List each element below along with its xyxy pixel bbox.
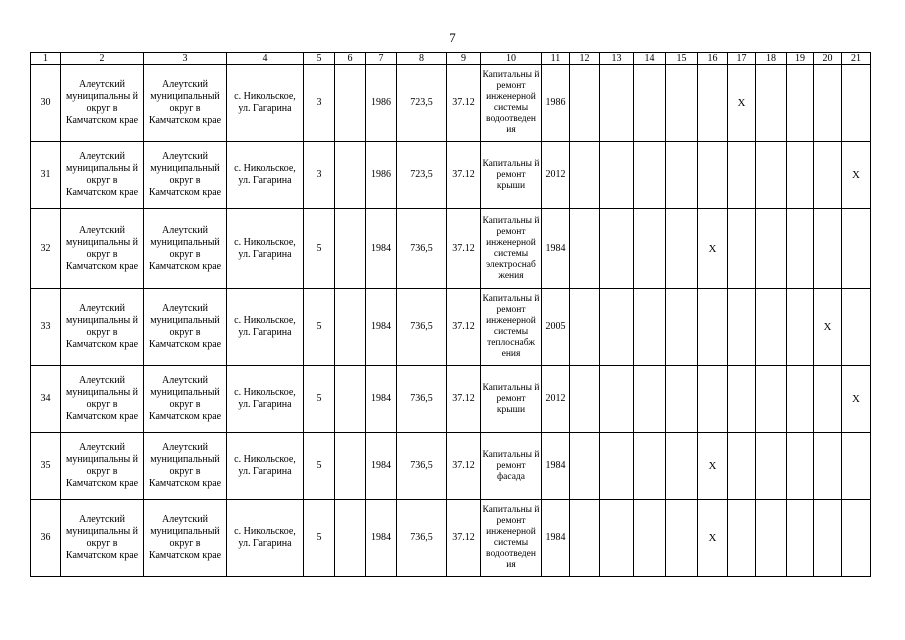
table-row bbox=[31, 142, 871, 209]
cell-col-5: 5 bbox=[304, 366, 335, 433]
empty-cell bbox=[570, 289, 600, 366]
empty-cell bbox=[666, 209, 698, 289]
cell-col-6 bbox=[335, 433, 366, 500]
empty-cell bbox=[787, 500, 814, 577]
empty-cell bbox=[728, 500, 756, 577]
empty-cell bbox=[698, 366, 728, 433]
empty-cell bbox=[787, 209, 814, 289]
cell-col-6 bbox=[335, 209, 366, 289]
empty-cell bbox=[600, 209, 634, 289]
empty-cell bbox=[666, 500, 698, 577]
cell-col-3: Алеутский муниципальный округ в Камчатском крае bbox=[144, 366, 227, 433]
empty-cell bbox=[787, 65, 814, 142]
empty-cell bbox=[728, 433, 756, 500]
column-number: 4 bbox=[227, 53, 304, 65]
cell-col-3: Алеутский муниципальный округ в Камчатском крае bbox=[144, 500, 227, 577]
mark-x: X bbox=[698, 209, 728, 289]
table-row bbox=[31, 65, 871, 142]
data-table bbox=[30, 52, 871, 577]
column-number: 1 bbox=[31, 53, 61, 65]
empty-cell bbox=[698, 142, 728, 209]
empty-cell bbox=[756, 209, 787, 289]
cell-col-1: 33 bbox=[31, 289, 61, 366]
column-number: 18 bbox=[756, 53, 787, 65]
empty-cell bbox=[570, 142, 600, 209]
cell-col-11: 1984 bbox=[542, 500, 570, 577]
column-number: 8 bbox=[397, 53, 447, 65]
empty-cell bbox=[728, 289, 756, 366]
cell-col-4: с. Никольское, ул. Гагарина bbox=[227, 289, 304, 366]
cell-col-9: 37.12 bbox=[447, 500, 481, 577]
empty-cell bbox=[698, 65, 728, 142]
cell-col-7: 1986 bbox=[366, 142, 397, 209]
cell-col-9: 37.12 bbox=[447, 209, 481, 289]
table-row bbox=[31, 500, 871, 577]
cell-col-3: Алеутский муниципальный округ в Камчатском крае bbox=[144, 65, 227, 142]
empty-cell bbox=[570, 500, 600, 577]
empty-cell bbox=[570, 366, 600, 433]
cell-col-8: 723,5 bbox=[397, 142, 447, 209]
empty-cell bbox=[634, 142, 666, 209]
page-number: 7 bbox=[449, 30, 456, 45]
cell-col-11: 2005 bbox=[542, 289, 570, 366]
cell-col-9: 37.12 bbox=[447, 433, 481, 500]
empty-cell bbox=[600, 366, 634, 433]
mark-x: X bbox=[728, 65, 756, 142]
column-number-row bbox=[31, 53, 871, 65]
empty-cell bbox=[814, 433, 842, 500]
column-number: 6 bbox=[335, 53, 366, 65]
cell-col-2: Алеутский муниципальны й округ в Камчатском крае bbox=[61, 65, 144, 142]
empty-cell bbox=[787, 366, 814, 433]
cell-col-5: 5 bbox=[304, 433, 335, 500]
cell-col-2: Алеутский муниципальны й округ в Камчатском крае bbox=[61, 433, 144, 500]
cell-col-6 bbox=[335, 500, 366, 577]
empty-cell bbox=[842, 500, 871, 577]
cell-col-1: 35 bbox=[31, 433, 61, 500]
column-number: 19 bbox=[787, 53, 814, 65]
empty-cell bbox=[600, 500, 634, 577]
empty-cell bbox=[600, 289, 634, 366]
column-number: 16 bbox=[698, 53, 728, 65]
cell-col-2: Алеутский муниципальны й округ в Камчатском крае bbox=[61, 366, 144, 433]
cell-col-9: 37.12 bbox=[447, 366, 481, 433]
cell-col-7: 1986 bbox=[366, 65, 397, 142]
column-number: 11 bbox=[542, 53, 570, 65]
cell-col-4: с. Никольское, ул. Гагарина bbox=[227, 142, 304, 209]
cell-col-3: Алеутский муниципальный округ в Камчатском крае bbox=[144, 209, 227, 289]
mark-x: X bbox=[698, 433, 728, 500]
column-number: 9 bbox=[447, 53, 481, 65]
cell-col-5: 3 bbox=[304, 65, 335, 142]
cell-col-9: 37.12 bbox=[447, 289, 481, 366]
cell-col-11: 1984 bbox=[542, 209, 570, 289]
cell-col-1: 31 bbox=[31, 142, 61, 209]
empty-cell bbox=[728, 142, 756, 209]
cell-col-8: 736,5 bbox=[397, 209, 447, 289]
column-number: 17 bbox=[728, 53, 756, 65]
empty-cell bbox=[814, 366, 842, 433]
empty-cell bbox=[634, 289, 666, 366]
empty-cell bbox=[842, 65, 871, 142]
column-number: 13 bbox=[600, 53, 634, 65]
cell-col-10: Капитальны й ремонт инженерной системы водоотведен ия bbox=[481, 65, 542, 142]
empty-cell bbox=[600, 433, 634, 500]
empty-cell bbox=[666, 433, 698, 500]
empty-cell bbox=[666, 366, 698, 433]
empty-cell bbox=[756, 433, 787, 500]
column-number: 15 bbox=[666, 53, 698, 65]
cell-col-7: 1984 bbox=[366, 289, 397, 366]
empty-cell bbox=[634, 65, 666, 142]
empty-cell bbox=[787, 433, 814, 500]
cell-col-4: с. Никольское, ул. Гагарина bbox=[227, 500, 304, 577]
empty-cell bbox=[814, 500, 842, 577]
cell-col-10: Капитальны й ремонт крыши bbox=[481, 142, 542, 209]
cell-col-3: Алеутский муниципальный округ в Камчатском крае bbox=[144, 433, 227, 500]
mark-x: X bbox=[814, 289, 842, 366]
cell-col-4: с. Никольское, ул. Гагарина bbox=[227, 366, 304, 433]
column-number: 5 bbox=[304, 53, 335, 65]
empty-cell bbox=[634, 500, 666, 577]
cell-col-10: Капитальны й ремонт инженерной системы теплоснабж ения bbox=[481, 289, 542, 366]
empty-cell bbox=[570, 209, 600, 289]
empty-cell bbox=[842, 289, 871, 366]
empty-cell bbox=[666, 65, 698, 142]
cell-col-3: Алеутский муниципальный округ в Камчатском крае bbox=[144, 289, 227, 366]
cell-col-4: с. Никольское, ул. Гагарина bbox=[227, 65, 304, 142]
cell-col-5: 5 bbox=[304, 500, 335, 577]
cell-col-1: 36 bbox=[31, 500, 61, 577]
mark-x: X bbox=[842, 142, 871, 209]
empty-cell bbox=[600, 142, 634, 209]
cell-col-5: 5 bbox=[304, 289, 335, 366]
empty-cell bbox=[666, 289, 698, 366]
cell-col-1: 34 bbox=[31, 366, 61, 433]
cell-col-1: 32 bbox=[31, 209, 61, 289]
cell-col-8: 736,5 bbox=[397, 500, 447, 577]
cell-col-4: с. Никольское, ул. Гагарина bbox=[227, 433, 304, 500]
empty-cell bbox=[600, 65, 634, 142]
cell-col-11: 2012 bbox=[542, 366, 570, 433]
cell-col-2: Алеутский муниципальны й округ в Камчатском крае bbox=[61, 209, 144, 289]
cell-col-8: 736,5 bbox=[397, 366, 447, 433]
cell-col-7: 1984 bbox=[366, 433, 397, 500]
cell-col-2: Алеутский муниципальны й округ в Камчатском крае bbox=[61, 500, 144, 577]
cell-col-6 bbox=[335, 65, 366, 142]
empty-cell bbox=[634, 366, 666, 433]
empty-cell bbox=[756, 142, 787, 209]
cell-col-10: Капитальны й ремонт инженерной системы электроснаб жения bbox=[481, 209, 542, 289]
cell-col-8: 723,5 bbox=[397, 65, 447, 142]
cell-col-6 bbox=[335, 289, 366, 366]
column-number: 3 bbox=[144, 53, 227, 65]
cell-col-2: Алеутский муниципальны й округ в Камчатском крае bbox=[61, 142, 144, 209]
cell-col-10: Капитальны й ремонт фасада bbox=[481, 433, 542, 500]
cell-col-9: 37.12 bbox=[447, 65, 481, 142]
empty-cell bbox=[814, 142, 842, 209]
cell-col-10: Капитальны й ремонт крыши bbox=[481, 366, 542, 433]
empty-cell bbox=[787, 142, 814, 209]
column-number: 20 bbox=[814, 53, 842, 65]
mark-x: X bbox=[842, 366, 871, 433]
empty-cell bbox=[814, 65, 842, 142]
empty-cell bbox=[728, 209, 756, 289]
mark-x: X bbox=[698, 500, 728, 577]
empty-cell bbox=[756, 289, 787, 366]
cell-col-5: 3 bbox=[304, 142, 335, 209]
cell-col-7: 1984 bbox=[366, 209, 397, 289]
cell-col-7: 1984 bbox=[366, 500, 397, 577]
cell-col-8: 736,5 bbox=[397, 289, 447, 366]
column-number: 7 bbox=[366, 53, 397, 65]
cell-col-6 bbox=[335, 142, 366, 209]
cell-col-1: 30 bbox=[31, 65, 61, 142]
empty-cell bbox=[842, 209, 871, 289]
cell-col-5: 5 bbox=[304, 209, 335, 289]
cell-col-4: с. Никольское, ул. Гагарина bbox=[227, 209, 304, 289]
table-row bbox=[31, 433, 871, 500]
empty-cell bbox=[756, 366, 787, 433]
cell-col-2: Алеутский муниципальны й округ в Камчатском крае bbox=[61, 289, 144, 366]
empty-cell bbox=[634, 209, 666, 289]
empty-cell bbox=[570, 65, 600, 142]
cell-col-11: 1984 bbox=[542, 433, 570, 500]
cell-col-3: Алеутский муниципальный округ в Камчатском крае bbox=[144, 142, 227, 209]
empty-cell bbox=[756, 500, 787, 577]
empty-cell bbox=[634, 433, 666, 500]
empty-cell bbox=[666, 142, 698, 209]
table-row bbox=[31, 289, 871, 366]
table-row bbox=[31, 366, 871, 433]
column-number: 21 bbox=[842, 53, 871, 65]
table-row bbox=[31, 209, 871, 289]
cell-col-8: 736,5 bbox=[397, 433, 447, 500]
cell-col-11: 2012 bbox=[542, 142, 570, 209]
empty-cell bbox=[570, 433, 600, 500]
cell-col-7: 1984 bbox=[366, 366, 397, 433]
cell-col-6 bbox=[335, 366, 366, 433]
cell-col-11: 1986 bbox=[542, 65, 570, 142]
cell-col-10: Капитальны й ремонт инженерной системы водоотведен ия bbox=[481, 500, 542, 577]
empty-cell bbox=[842, 433, 871, 500]
column-number: 10 bbox=[481, 53, 542, 65]
cell-col-9: 37.12 bbox=[447, 142, 481, 209]
empty-cell bbox=[756, 65, 787, 142]
empty-cell bbox=[787, 289, 814, 366]
empty-cell bbox=[698, 289, 728, 366]
column-number: 12 bbox=[570, 53, 600, 65]
empty-cell bbox=[728, 366, 756, 433]
empty-cell bbox=[814, 209, 842, 289]
column-number: 14 bbox=[634, 53, 666, 65]
column-number: 2 bbox=[61, 53, 144, 65]
